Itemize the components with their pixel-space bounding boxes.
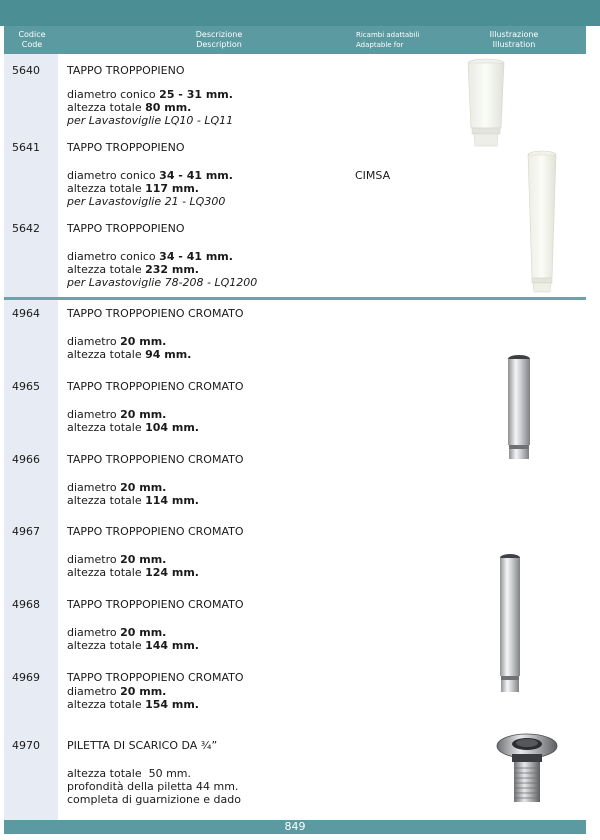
spec-value: 20 mm. [120, 685, 167, 698]
page-footer [4, 820, 586, 834]
product-code: 4970 [12, 739, 40, 752]
spec-value: 34 - 41 mm. [159, 250, 233, 263]
spec-value: 144 mm. [145, 639, 199, 652]
spec-label: diametro conico [67, 169, 160, 182]
product-title: TAPPO TROPPOPIENO [67, 64, 185, 77]
header-illustration [478, 30, 550, 50]
spec-label: altezza totale [67, 639, 146, 652]
spec-line [67, 182, 357, 195]
product-specs [67, 553, 357, 579]
spec-label: altezza totale [67, 101, 146, 114]
spec-text: altezza totale 50 mm. [67, 767, 191, 780]
product-title: TAPPO TROPPOPIENO CROMATO [67, 598, 244, 611]
product-title: TAPPO TROPPOPIENO [67, 141, 185, 154]
spec-line [67, 421, 357, 434]
section-divider [4, 297, 586, 300]
plastic-overflow-plug-image [464, 58, 508, 150]
spec-line [67, 276, 357, 289]
header-code [12, 30, 52, 50]
spec-note: per Lavastoviglie 21 - LQ300 [67, 195, 226, 208]
product-code: 4967 [12, 525, 40, 538]
spec-line [67, 767, 357, 780]
spec-label: altezza totale [67, 348, 146, 361]
table-header [4, 26, 586, 54]
spec-label: altezza totale [67, 494, 146, 507]
spec-line [67, 698, 357, 711]
spec-line [67, 101, 357, 114]
product-title: PILETTA DI SCARICO DA ¾” [67, 739, 218, 752]
spec-label: diametro conico [67, 250, 160, 263]
product-specs [67, 408, 357, 434]
spec-line [67, 494, 357, 507]
spec-line [67, 566, 357, 579]
product-code: 4968 [12, 598, 40, 611]
spec-text: profondità della piletta 44 mm. [67, 780, 239, 793]
spec-line [67, 626, 357, 639]
spec-note: per Lavastoviglie 78-208 - LQ1200 [67, 276, 258, 289]
spec-label: diametro [67, 481, 121, 494]
spec-line [67, 408, 357, 421]
product-specs [67, 626, 357, 652]
product-specs [67, 250, 357, 289]
spec-line [67, 348, 357, 361]
header-desc-en: Description [196, 40, 242, 49]
spec-label: diametro [67, 685, 121, 698]
header-ric-en: Adaptable for [356, 41, 404, 49]
code-column [4, 54, 58, 820]
product-title: TAPPO TROPPOPIENO [67, 222, 185, 235]
header-code-en: Code [21, 40, 43, 49]
product-code: 4964 [12, 307, 40, 320]
header-adaptable [356, 30, 466, 50]
header-desc-it: Descrizione [195, 30, 243, 39]
spec-line [67, 553, 357, 566]
spec-line [67, 685, 357, 698]
spec-value: 124 mm. [145, 566, 199, 579]
product-code: 4969 [12, 671, 40, 684]
drain-piletta-image [494, 730, 560, 808]
spec-label: diametro [67, 408, 121, 421]
spec-line [67, 169, 357, 182]
product-code: 4966 [12, 453, 40, 466]
spec-label: altezza totale [67, 263, 146, 276]
product-specs [67, 685, 357, 711]
header-description [144, 30, 294, 50]
spec-text: completa di guarnizione e dado [67, 793, 241, 806]
spec-value: 34 - 41 mm. [159, 169, 233, 182]
header-ric-it: Ricambi adattabili [356, 31, 420, 39]
spec-line [67, 114, 357, 127]
spec-label: altezza totale [67, 566, 146, 579]
spec-value: 117 mm. [145, 182, 199, 195]
spec-line [67, 195, 357, 208]
spec-value: 20 mm. [120, 408, 167, 421]
product-title: TAPPO TROPPOPIENO CROMATO [67, 380, 244, 393]
product-code: 5642 [12, 222, 40, 235]
product-specs [67, 767, 357, 806]
long-plastic-overflow-plug-image [520, 150, 564, 296]
spec-value: 20 mm. [120, 626, 167, 639]
spec-line [67, 793, 357, 806]
spec-line [67, 780, 357, 793]
product-code: 4965 [12, 380, 40, 393]
spec-line [67, 481, 357, 494]
chrome-overflow-plug-image [504, 354, 534, 464]
product-title: TAPPO TROPPOPIENO CROMATO [67, 671, 244, 684]
spec-label: altezza totale [67, 182, 146, 195]
header-code-it: Codice [18, 30, 46, 39]
spec-line [67, 263, 357, 276]
spec-label: diametro [67, 626, 121, 639]
spec-value: 232 mm. [145, 263, 199, 276]
product-code: 5641 [12, 141, 40, 154]
spec-value: 114 mm. [145, 494, 199, 507]
product-specs [67, 88, 357, 127]
spec-value: 20 mm. [120, 335, 167, 348]
adaptable-for-text: CIMSA [355, 169, 391, 182]
spec-label: diametro [67, 553, 121, 566]
spec-value: 94 mm. [145, 348, 192, 361]
top-band [0, 0, 600, 26]
spec-value: 104 mm. [145, 421, 199, 434]
spec-value: 20 mm. [120, 481, 167, 494]
spec-line [67, 335, 357, 348]
spec-line [67, 639, 357, 652]
product-specs [67, 481, 357, 507]
spec-label: diametro conico [67, 88, 160, 101]
spec-line [67, 88, 357, 101]
spec-value: 154 mm. [145, 698, 199, 711]
page-number: 849 [284, 820, 306, 833]
header-ill-it: Illustrazione [489, 30, 539, 39]
product-title: TAPPO TROPPOPIENO CROMATO [67, 453, 244, 466]
spec-label: altezza totale [67, 698, 146, 711]
long-chrome-overflow-plug-image [496, 553, 524, 695]
product-title: TAPPO TROPPOPIENO CROMATO [67, 525, 244, 538]
product-title: TAPPO TROPPOPIENO CROMATO [67, 307, 244, 320]
spec-value: 80 mm. [145, 101, 192, 114]
spec-value: 20 mm. [120, 553, 167, 566]
spec-label: altezza totale [67, 421, 146, 434]
spec-line [67, 250, 357, 263]
header-ill-en: Illustration [492, 40, 536, 49]
product-specs [67, 169, 357, 208]
spec-note: per Lavastoviglie LQ10 - LQ11 [67, 114, 234, 127]
spec-value: 25 - 31 mm. [159, 88, 233, 101]
product-code: 5640 [12, 64, 40, 77]
spec-label: diametro [67, 335, 121, 348]
product-specs [67, 335, 357, 361]
